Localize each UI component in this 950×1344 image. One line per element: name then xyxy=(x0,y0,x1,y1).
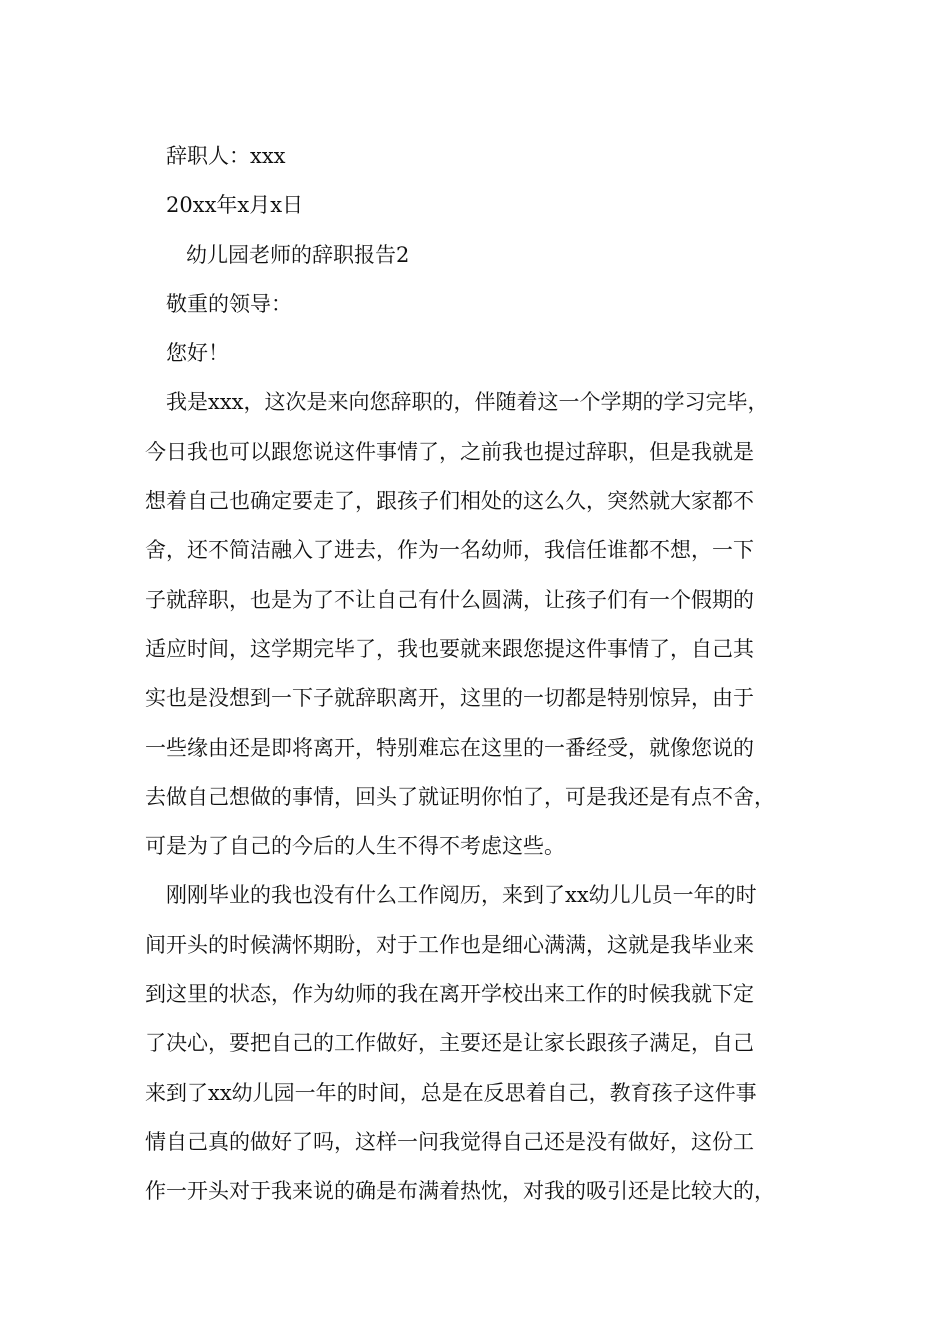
text-line: 舍，还不简洁融入了进去，作为一名幼师，我信任谁都不想，一下 xyxy=(145,538,754,563)
document-title: 幼儿园老师的辞职报告2 xyxy=(186,242,410,267)
text-line: 今日我也可以跟您说这件事情了，之前我也提过辞职，但是我就是 xyxy=(145,439,754,464)
paragraph-2 xyxy=(145,871,810,1216)
text-line: 我是xxx，这次是来向您辞职的，伴随着这一个学期的学习完毕， xyxy=(166,390,769,415)
text-line: 可是为了自己的今后的人生不得不考虑这些。 xyxy=(145,834,565,859)
text-line: 来到了xx幼儿园一年的时间，总是在反思着自己，教育孩子这件事 xyxy=(145,1080,757,1105)
text-line: 情自己真的做好了吗，这样一问我觉得自己还是没有做好，这份工 xyxy=(145,1129,754,1154)
text-line: 实也是没想到一下子就辞职离开，这里的一切都是特别惊异，由于 xyxy=(145,686,754,711)
paragraph-1 xyxy=(145,378,810,871)
text-line: 适应时间，这学期完毕了，我也要就来跟您提这件事情了，自己其 xyxy=(145,636,754,661)
document-body xyxy=(145,132,810,1217)
text-line: 刚刚毕业的我也没有什么工作阅历，来到了xx幼儿儿员一年的时 xyxy=(166,883,757,908)
text-line: 一些缘由还是即将离开，特别难忘在这里的一番经受，就像您说的 xyxy=(145,735,754,760)
text-line: 去做自己想做的事情，回头了就证明你怕了，可是我还是有点不舍， xyxy=(145,784,775,809)
date-line: 20xx年x月x日 xyxy=(166,193,304,218)
text-line: 作一开头对于我来说的确是布满着热忱，对我的吸引还是比较大的， xyxy=(145,1179,775,1204)
text-line: 间开头的时候满怀期盼，对于工作也是细心满满，这就是我毕业来 xyxy=(145,932,754,957)
greeting: 您好！ xyxy=(166,341,229,366)
text-line: 了决心，要把自己的工作做好，主要还是让家长跟孩子满足，自己 xyxy=(145,1031,754,1056)
signature-line: 辞职人：xxx xyxy=(166,144,286,168)
salutation: 敬重的领导： xyxy=(166,291,292,316)
text-line: 子就辞职，也是为了不让自己有什么圆满，让孩子们有一个假期的 xyxy=(145,587,754,612)
text-line: 想着自己也确定要走了，跟孩子们相处的这么久，突然就大家都不 xyxy=(145,489,754,514)
text-line: 到这里的状态，作为幼师的我在离开学校出来工作的时候我就下定 xyxy=(145,982,754,1007)
